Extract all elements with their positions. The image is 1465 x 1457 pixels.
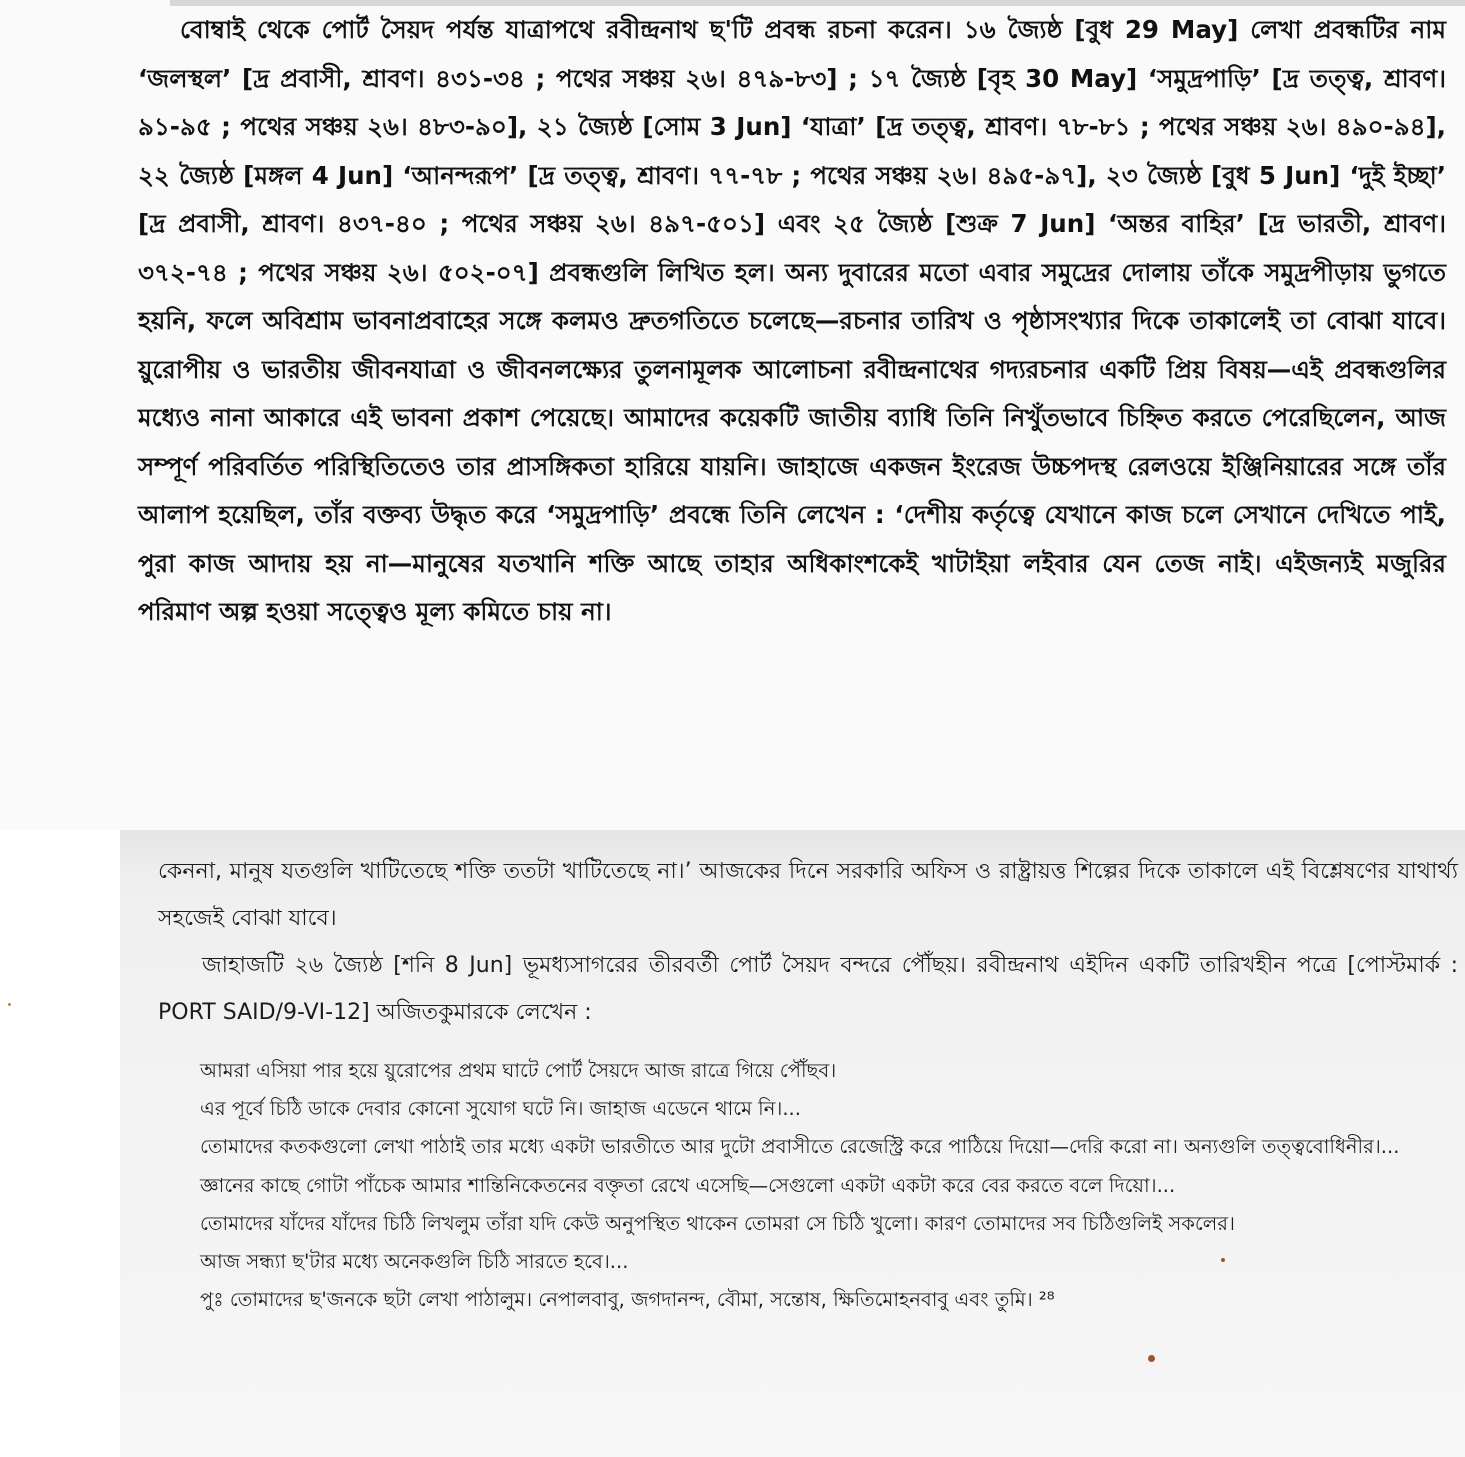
scan-speck: [8, 1003, 11, 1006]
letter-line: আমরা এসিয়া পার হয়ে য়ুরোপের প্রথম ঘাটে পোর্ট সৈয়দে আজ রাত্রে গিয়ে পৌঁছব।: [200, 1059, 837, 1082]
letter-quote: [160, 1052, 1460, 1319]
letter-line: এর পূর্বে চিঠি ডাকে দেবার কোনো সুযোগ ঘটে নি। জাহাজ এডেনে থামে নি।...: [200, 1097, 801, 1121]
main-text-block: [138, 6, 1446, 637]
scan-speck: [1148, 1355, 1155, 1362]
paragraph-port-said: জাহাজটি ২৬ জ্যৈষ্ঠ [শনি 8 Jun] ভূমধ্যসাগরের তীরবর্তী পোর্ট সৈয়দ বন্দরে পৌঁছয়। রবীন্দ্রনাথ এইদিন একটি তারিখহীন পত্রে [পোস্টমার্ক : PORT SAID/9-VI-12] অজিতকুমারকে লেখেন :: [158, 953, 1458, 1025]
paragraph-essays: বোম্বাই থেকে পোর্ট সৈয়দ পর্যন্ত যাত্রাপথে রবীন্দ্রনাথ ছ'টি প্রবন্ধ রচনা করেন। ১৬ জ্যৈষ্ঠ [বুধ 29 May] লেখা প্রবন্ধটির নাম ‘জলস্থল’ [দ্র প্রবাসী, শ্রাবণ। ৪৩১-৩৪ ; পথের সঞ্চয় ২৬। ৪৭৯-৮৩] ; ১৭ জ্যৈষ্ঠ [বৃহ 30 May] ‘সমুদ্রপাড়ি’ [দ্র তত্ত্ব, শ্রাবণ। ৯১-৯৫ ; পথের সঞ্চয় ২৬। ৪৮৩-৯০], ২১ জ্যৈষ্ঠ [সোম 3 Jun] ‘যাত্রা’ [দ্র তত্ত্ব, শ্রাবণ। ৭৮-৮১ ; পথের সঞ্চয় ২৬। ৪৯০-৯৪], ২২ জ্যৈষ্ঠ [মঙ্গল 4 Jun] ‘আনন্দরূপ’ [দ্র তত্ত্ব, শ্রাবণ। ৭৭-৭৮ ; পথের সঞ্চয় ২৬। ৪৯৫-৯৭], ২৩ জ্যৈষ্ঠ [বুধ 5 Jun] ‘দুই ইচ্ছা’ [দ্র প্রবাসী, শ্রাবণ। ৪৩৭-৪০ ; পথের সঞ্চয় ২৬। ৪৯৭-৫০১] এবং ২৫ জ্যৈষ্ঠ [শুক্র 7 Jun] ‘অন্তর বাহির’ [দ্র ভারতী, শ্রাবণ। ৩৭২-৭৪ ; পথের সঞ্চয় ২৬। ৫০২-০৭] প্রবন্ধগুলি লিখিত হল। অন্য দুবারের মতো এবার সমুদ্রের দোলায় তাঁকে সমুদ্রপীড়ায় ভুগতে হয়নি, ফলে অবিশ্রাম ভাবনাপ্রবাহের সঙ্গে কলমও দ্রুতগতিতে চলেছে—রচনার তারিখ ও পৃষ্ঠাসংখ্যার দিকে তাকালেই তা বোঝা যাবে। য়ুরোপীয় ও ভারতীয় জীবনযাত্রা ও জীবনলক্ষ্যের তুলনামূলক আলোচনা রবীন্দ্রনাথের গদ্যরচনার একটি প্রিয় বিষয়—এই প্রবন্ধগুলির মধ্যেও নানা আকারে এই ভাবনা প্রকাশ পেয়েছে। আমাদের কয়েকটি জাতীয় ব্যাধি তিনি নিখুঁতভাবে চিহ্নিত করতে পেরেছিলেন, আজ সম্পূর্ণ পরিবর্তিত পরিস্থিতিতেও তার প্রাসঙ্গিকতা হারিয়ে যায়নি। জাহাজে একজন ইংরেজ উচ্চপদস্থ রেলওয়ে ইঞ্জিনিয়ারের সঙ্গে তাঁর আলাপ হয়েছিল, তাঁর বক্তব্য উদ্ধৃত করে ‘সমুদ্রপাড়ি’ প্রবন্ধে তিনি লেখেন : ‘দেশীয় কর্তৃত্বে যেখানে কাজ চলে সেখানে দেখিতে পাই, পুরা কাজ আদায় হয় না—মানুষের যতখানি শক্তি আছে তাহার অধিকাংশকেই খাটাইয়া লইবার যেন তেজ নাই। এইজন্যই মজুরির পরিমাণ অল্প হওয়া সত্ত্বেও মূল্য কমিতে চায় না।: [138, 15, 1446, 626]
continuation-text-block: [158, 848, 1458, 1036]
letter-line: তোমাদের কতকগুলো লেখা পাঠাই তার মধ্যে একটা ভারতীতে আর দুটো প্রবাসীতে রেজেস্ট্রি করে পাঠিয়ে দিয়ো—দেরি করো না। অন্যগুলি তত্ত্ববোধিনীর।...: [200, 1135, 1400, 1159]
paragraph-continuation: কেননা, মানুষ যতগুলি খাটিতেছে শক্তি ততটা খাটিতেছে না।’ আজকের দিনে সরকারি অফিস ও রাষ্ট্রায়ত্ত শিল্পের দিকে তাকালে এই বিশ্লেষণের যাথার্থ্য সহজেই বোঝা যাবে।: [158, 859, 1458, 931]
letter-line: তোমাদের যাঁদের যাঁদের চিঠি লিখলুম তাঁরা যদি কেউ অনুপস্থিত থাকেন তোমরা সে চিঠি খুলো। কারণ তোমাদের সব চিঠিগুলিই সকলের।: [200, 1211, 1235, 1235]
scan-speck: [1221, 1258, 1225, 1262]
letter-line: আজ সন্ধ্যা ছ'টার মধ্যে অনেকগুলি চিঠি সারতে হবে।...: [200, 1250, 629, 1274]
letter-line: জ্ঞানের কাছে গোটা পাঁচেক আমার শান্তিনিকেতনের বক্তৃতা রেখে এসেছি—সেগুলো একটা একটা করে বের করতে বলে দিয়ো।...: [200, 1173, 1176, 1197]
letter-line: পুঃ তোমাদের ছ'জনকে ছটা লেখা পাঠালুম। নেপালবাবু, জগদানন্দ, বৌমা, সন্তোষ, ক্ষিতিমোহনবাবু এবং তুমি। ²⁸: [200, 1288, 1055, 1312]
